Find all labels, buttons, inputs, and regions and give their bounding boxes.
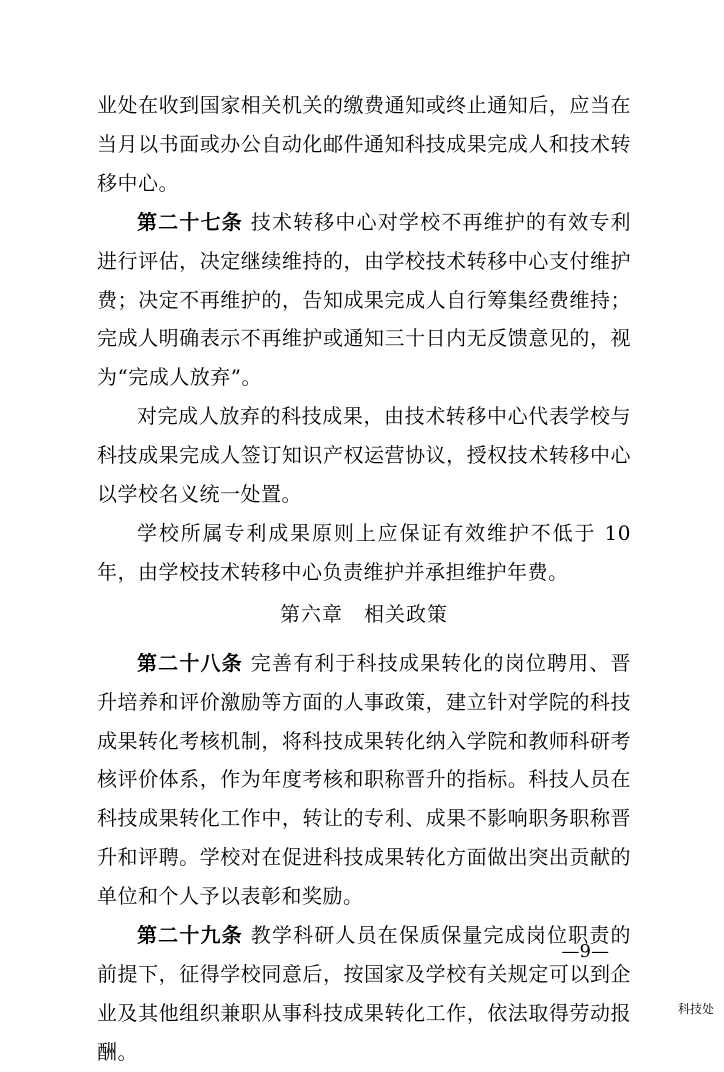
paragraph-continuation xyxy=(97,86,631,203)
article-number: 第二十九条 xyxy=(137,923,243,948)
article-29 xyxy=(97,916,631,1072)
paragraph-text: 教学科研人员在保质保量完成岗位职责的前提下，征得学校同意后，按国家及学校有关规定可以到企业及其他组织兼职从事科技成果转化工作，依法取得劳动报酬。 xyxy=(97,923,632,1064)
paragraph-text: 技术转移中心对学校不再维护的有效专利进行评估，决定继续维持的，由学校技术转移中心支付维护费；决定不再维护的，告知成果完成人自行筹集经费维持；完成人明确表示不再维护或通知三十日内无反馈意见的，视为“完成人放弃”。 xyxy=(97,209,632,390)
article-28 xyxy=(97,644,631,916)
paragraph-abandoned-results xyxy=(97,397,631,514)
paragraph-text: 对完成人放弃的科技成果，由技术转移中心代表学校与科技成果完成人签订知识产权运营协议，授权技术转移中心以学校名义统一处置。 xyxy=(97,404,631,507)
paragraph-text: 业处在收到国家相关机关的缴费通知或终止通知后，应当在当月以书面或办公自动化邮件通知科技成果完成人和技术转移中心。 xyxy=(97,93,631,195)
article-27 xyxy=(97,203,631,398)
document-body xyxy=(97,86,631,1072)
article-number: 第二十七条 xyxy=(137,209,243,234)
chapter-title: 第六章 相关政策 xyxy=(280,601,448,626)
paragraph-text: 完善有利于科技成果转化的岗位聘用、晋升培养和评价激励等方面的人事政策，建立针对学院的科技成果转化考核机制，将科技成果转化纳入学院和教师科研考核评价体系，作为年度考核和职称晋升的指标。科技人员在科技成果转化工作中，转让的专利、成果不影响职务职称晋升和评聘。学校对在促进科技成果转化方面做出突出贡献的单位和个人予以表彰和奖励。 xyxy=(97,650,632,909)
page-number: —9— xyxy=(561,941,609,962)
article-number: 第二十八条 xyxy=(137,650,243,675)
footer-department-mark: 科技处 xyxy=(677,1002,714,1016)
paragraph-patent-maintenance xyxy=(97,514,631,592)
paragraph-text: 学校所属专利成果原则上应保证有效维护不低于 10 年，由学校技术转移中心负责维护并承担维护年费。 xyxy=(97,520,631,584)
